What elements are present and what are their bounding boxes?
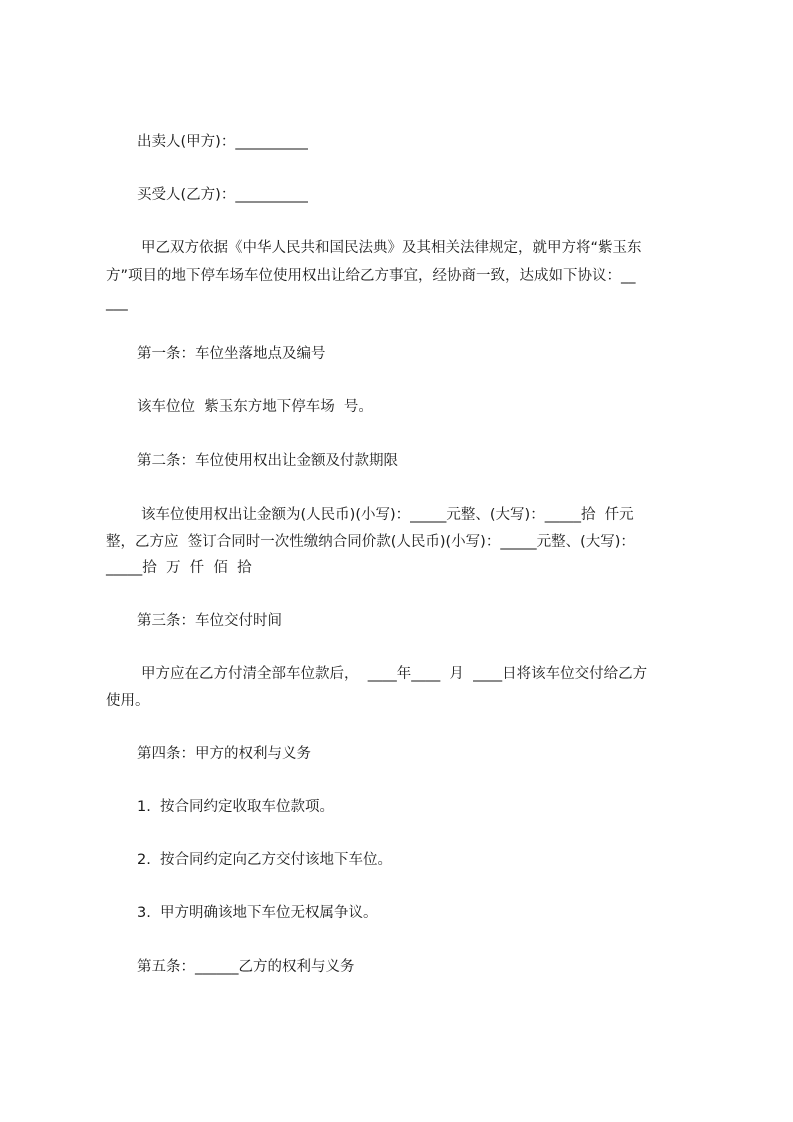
intro-line-2: 方”项目的地下停车场车位使用权出让给乙方事宜，经协商一致，达成如下协议：__ bbox=[106, 268, 636, 284]
article1-text: 该车位位 紫玉东方地下停车场 号。 bbox=[137, 399, 373, 415]
article2-heading: 第二条：车位使用权出让金额及付款期限 bbox=[137, 453, 398, 469]
article4-item-1: 1. 按合同约定收取车位款项。 bbox=[137, 799, 335, 815]
article4-item-2: 2. 按合同约定向乙方交付该地下车位。 bbox=[137, 852, 393, 868]
article2-line-1: 该车位使用权出让金额为(人民币)(小写)：_____元整、(大写)：_____拾 仟元 bbox=[141, 507, 634, 523]
article1-heading: 第一条：车位坐落地点及编号 bbox=[137, 346, 326, 362]
article4-item-3: 3. 甲方明确该地下车位无权属争议。 bbox=[137, 905, 378, 921]
intro-line-1: 甲乙双方依据《中华人民共和国民法典》及其相关法律规定，就甲方将“紫玉东 bbox=[141, 240, 642, 256]
seller-line: 出卖人(甲方)：__________ bbox=[137, 134, 308, 150]
article5-heading: 第五条：______乙方的权利与义务 bbox=[137, 959, 355, 975]
article4-heading: 第四条：甲方的权利与义务 bbox=[137, 746, 311, 762]
article2-line-2: 整，乙方应 签订合同时一次性缴纳合同价款(人民币)(小写)：_____元整、(大写)： bbox=[106, 534, 635, 550]
article3-line-1: 甲方应在乙方付清全部车位款后， ____年____ 月 ____日将该车位交付给乙方 bbox=[141, 666, 648, 682]
intro-line-3: ___ bbox=[106, 295, 128, 311]
buyer-line: 买受人(乙方)：__________ bbox=[137, 187, 308, 203]
article3-heading: 第三条：车位交付时间 bbox=[137, 613, 282, 629]
article2-line-3: _____拾 万 仟 佰 拾 bbox=[106, 560, 252, 576]
article3-line-2: 使用。 bbox=[106, 693, 150, 709]
